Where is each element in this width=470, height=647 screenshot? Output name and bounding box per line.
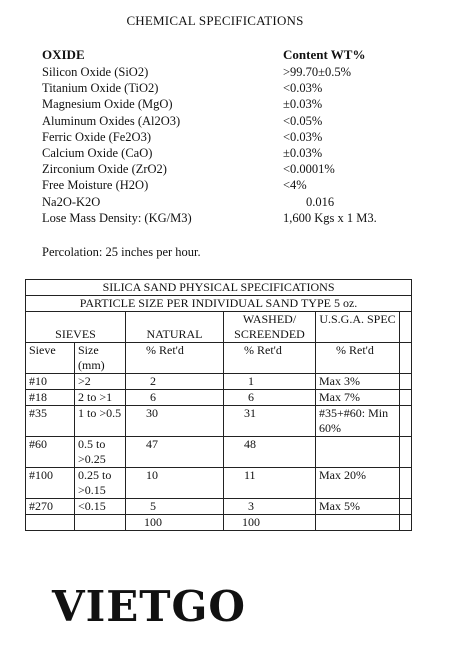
blank-cell bbox=[400, 499, 412, 515]
spec-row bbox=[42, 129, 402, 145]
size-subheader: Size (mm) bbox=[75, 343, 126, 374]
size-cell: <0.15 bbox=[75, 499, 126, 515]
spec-row bbox=[42, 194, 402, 210]
size-cell: 0.25 to >0.15 bbox=[75, 468, 126, 499]
blank-cell bbox=[400, 390, 412, 406]
usga-cell: Max 20% bbox=[316, 468, 400, 499]
spec-row bbox=[42, 80, 402, 96]
washed-cell: 48 bbox=[224, 437, 316, 468]
oxide-name: Zirconium Oxide (ZrO2) bbox=[42, 162, 167, 177]
oxide-column-header: OXIDE bbox=[42, 47, 85, 62]
oxide-content: ±0.03% bbox=[283, 145, 323, 160]
oxide-name: Lose Mass Density: (KG/M3) bbox=[42, 210, 192, 225]
spec-row bbox=[42, 96, 402, 112]
chemical-spec-list bbox=[42, 64, 402, 226]
blank-cell bbox=[400, 515, 412, 531]
size-cell: 1 to >0.5 bbox=[75, 406, 126, 437]
usga-cell: Max 3% bbox=[316, 374, 400, 390]
usga-cell: #35+#60: Min 60% bbox=[316, 406, 400, 437]
oxide-content: <4% bbox=[283, 178, 307, 193]
sieve-subheader: Sieve bbox=[26, 343, 75, 374]
oxide-name: Calcium Oxide (CaO) bbox=[42, 145, 153, 160]
blank-cell bbox=[316, 515, 400, 531]
sieve-cell: #18 bbox=[26, 390, 75, 406]
usga-header: U.S.G.A. SPEC bbox=[316, 312, 400, 343]
content-column-header: Content WT% bbox=[283, 47, 366, 62]
spec-row bbox=[42, 113, 402, 129]
chemical-specifications-title: CHEMICAL SPECIFICATIONS bbox=[126, 13, 304, 28]
oxide-content: <0.03% bbox=[283, 129, 323, 144]
subheader-row bbox=[26, 343, 412, 374]
washed-cell: 1 bbox=[224, 374, 316, 390]
natural-cell: 5 bbox=[126, 499, 224, 515]
oxide-name: Magnesium Oxide (MgO) bbox=[42, 97, 173, 112]
natural-total: 100 bbox=[126, 515, 224, 531]
washed-ret-subheader: % Ret'd bbox=[224, 343, 316, 374]
usga-cell: Max 7% bbox=[316, 390, 400, 406]
natural-cell: 2 bbox=[126, 374, 224, 390]
size-cell: 2 to >1 bbox=[75, 390, 126, 406]
table-row bbox=[26, 390, 412, 406]
group-header-row bbox=[26, 312, 412, 343]
blank-cell bbox=[400, 374, 412, 390]
usga-ret-subheader: % Ret'd bbox=[316, 343, 400, 374]
blank-cell bbox=[400, 406, 412, 437]
percolation-note: Percolation: 25 inches per hour. bbox=[42, 245, 201, 259]
natural-header: NATURAL bbox=[126, 312, 224, 343]
sieve-cell: #270 bbox=[26, 499, 75, 515]
natural-cell: 6 bbox=[126, 390, 224, 406]
oxide-content: <0.03% bbox=[283, 81, 323, 96]
sieve-cell: #100 bbox=[26, 468, 75, 499]
table-row bbox=[26, 499, 412, 515]
oxide-content: 0.016 bbox=[306, 194, 335, 209]
sieve-cell: #10 bbox=[26, 374, 75, 390]
physical-spec-title: SILICA SAND PHYSICAL SPECIFICATIONS bbox=[26, 280, 412, 296]
oxide-name: Silicon Oxide (SiO2) bbox=[42, 65, 149, 79]
natural-cell: 10 bbox=[126, 468, 224, 499]
natural-cell: 47 bbox=[126, 437, 224, 468]
oxide-name: Ferric Oxide (Fe2O3) bbox=[42, 129, 151, 144]
table-row bbox=[26, 437, 412, 468]
size-cell: 0.5 to >0.25 bbox=[75, 437, 126, 468]
oxide-content: >99.70±0.5% bbox=[283, 65, 352, 79]
physical-spec-table bbox=[25, 279, 412, 531]
totals-row bbox=[26, 515, 412, 531]
blank-cell bbox=[400, 468, 412, 499]
oxide-content: <0.05% bbox=[283, 113, 323, 128]
blank-cell bbox=[400, 343, 412, 374]
washed-cell: 6 bbox=[224, 390, 316, 406]
oxide-name: Na2O-K2O bbox=[42, 194, 101, 209]
oxide-name: Free Moisture (H2O) bbox=[42, 178, 149, 193]
oxide-name: Aluminum Oxides (Al2O3) bbox=[42, 113, 181, 128]
washed-cell: 31 bbox=[224, 406, 316, 437]
vietgo-logo: VIETGO bbox=[52, 582, 246, 631]
oxide-content: 1,600 Kgs x 1 M3. bbox=[283, 210, 377, 225]
oxide-name: Titanium Oxide (TiO2) bbox=[42, 81, 159, 96]
table-row bbox=[26, 406, 412, 437]
blank-cell bbox=[26, 515, 75, 531]
usga-cell bbox=[316, 437, 400, 468]
spec-row bbox=[42, 64, 402, 80]
sieve-cell: #35 bbox=[26, 406, 75, 437]
blank-cell bbox=[400, 437, 412, 468]
washed-header: WASHED/ SCREENDED bbox=[224, 312, 316, 343]
table-row bbox=[26, 468, 412, 499]
washed-total: 100 bbox=[224, 515, 316, 531]
blank-cell bbox=[400, 312, 412, 343]
size-cell: >2 bbox=[75, 374, 126, 390]
washed-cell: 11 bbox=[224, 468, 316, 499]
washed-cell: 3 bbox=[224, 499, 316, 515]
blank-cell bbox=[75, 515, 126, 531]
sieve-cell: #60 bbox=[26, 437, 75, 468]
natural-cell: 30 bbox=[126, 406, 224, 437]
natural-ret-subheader: % Ret'd bbox=[126, 343, 224, 374]
spec-row bbox=[42, 177, 402, 193]
particle-size-subtitle: PARTICLE SIZE PER INDIVIDUAL SAND TYPE 5 oz. bbox=[26, 296, 412, 312]
usga-cell: Max 5% bbox=[316, 499, 400, 515]
table-row bbox=[26, 374, 412, 390]
table-title-row bbox=[26, 280, 412, 296]
oxide-content: ±0.03% bbox=[283, 97, 323, 112]
table-subtitle-row bbox=[26, 296, 412, 312]
spec-row bbox=[42, 145, 402, 161]
oxide-content: <0.0001% bbox=[283, 162, 335, 177]
spec-row bbox=[42, 161, 402, 177]
spec-row bbox=[42, 210, 402, 226]
sieves-header: SIEVES bbox=[26, 312, 126, 343]
